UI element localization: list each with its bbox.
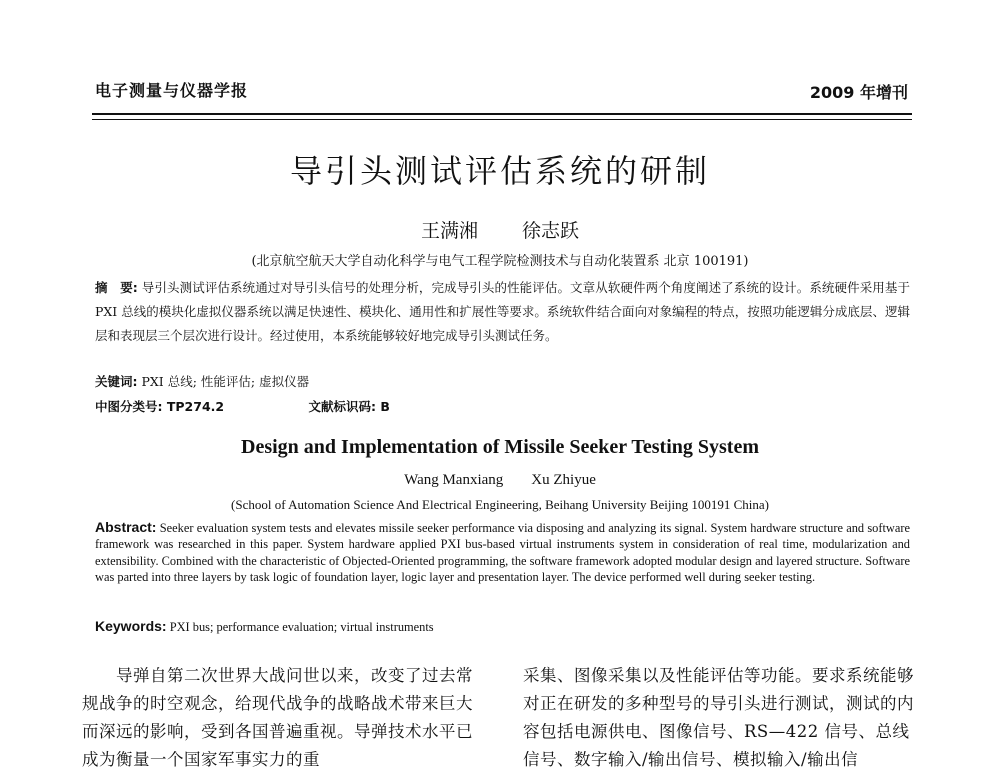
- body-column-right: [523, 662, 923, 774]
- affiliation-en: (School of Automation Science And Electrical Engineering, Beihang University Beijing 100191 China): [231, 497, 769, 512]
- doc-code-value: B: [380, 399, 390, 414]
- issue-label: 2009 年增刊: [809, 83, 908, 102]
- abstract-en: [95, 519, 910, 585]
- keywords-zh-label: 关键词:: [95, 374, 138, 389]
- header-rule-thick: [92, 113, 912, 115]
- author-en-1: Wang Manxiang: [404, 472, 504, 488]
- body-right-text: 采集、图像采集以及性能评估等功能。要求系统能够对正在研发的多种型号的导引头进行测试，测试的内容包括电源供电、图像信号、RS—422 信号、总线信号、数字输入/输出信号、模拟输入/输出信: [523, 666, 914, 769]
- body-left-text: 导弹自第二次世界大战问世以来，改变了过去常规战争的时空观念，给现代战争的战略战术带来巨大而深远的影响，受到各国普遍重视。导弹技术水平已成为衡量一个国家军事实力的重: [82, 666, 473, 769]
- journal-name: 电子测量与仪器学报: [95, 81, 249, 100]
- abstract-zh-text: 导引头测试评估系统通过对导引头信号的处理分析，完成导引头的性能评估。文章从软硬件两个角度阐述了系统的设计。系统硬件采用基于 PXI 总线的模块化虚拟仪器系统以满足快速性、模块化、通用性和扩展性等要求。系统软件结合面向对象编程的特点，按照功能逻辑分成底层、逻辑层和表现层三个层次进行设计。经过使用，本系统能够较好地完成导引头测试任务。: [95, 280, 910, 343]
- header-rule-thin: [92, 119, 912, 120]
- abstract-en-label: Abstract:: [95, 519, 157, 535]
- abstract-zh-label: 摘 要:: [95, 280, 138, 295]
- author-en-2: Xu Zhiyue: [531, 472, 596, 488]
- authors-en: [0, 472, 1000, 489]
- body-column-left: [82, 662, 482, 774]
- keywords-en: [95, 618, 434, 635]
- clc-label: 中图分类号:: [95, 399, 163, 414]
- author-zh-2: 徐志跃: [522, 220, 580, 242]
- abstract-zh: [95, 276, 910, 348]
- keywords-zh: [95, 372, 309, 390]
- title-en: Design and Implementation of Missile Seeker Testing System: [241, 436, 759, 458]
- doc-code-label: 文献标识码:: [308, 399, 376, 414]
- keywords-zh-text: PXI 总线; 性能评估; 虚拟仪器: [141, 374, 310, 389]
- keywords-en-text: PXI bus; performance evaluation; virtual instruments: [169, 620, 434, 634]
- clc-value: TP274.2: [166, 399, 225, 414]
- authors-zh: [0, 216, 1000, 243]
- keywords-en-label: Keywords:: [95, 618, 167, 634]
- author-zh-1: 王满湘: [420, 220, 478, 242]
- affiliation-zh: (北京航空航天大学自动化科学与电气工程学院检测技术与自动化装置系 北京 100191): [251, 254, 749, 269]
- abstract-en-text: Seeker evaluation system tests and elevates missile seeker performance via disposing and analyzing its signal. System hardware structure and software framework was researched in this paper. System hardware applied PXI bus-based virtual instruments system in consideration of real time, modularization and extensibility. Combined with the characteristic of Objected-Oriented programming, the software framework adopted modular design and layered structure. Software was parted into three layers by task logic of foundation layer, logic layer and presentation layer. The device performed well during seeker testing.: [95, 521, 910, 584]
- classification-line: [95, 397, 390, 415]
- title-zh: 导引头测试评估系统的研制: [289, 152, 710, 190]
